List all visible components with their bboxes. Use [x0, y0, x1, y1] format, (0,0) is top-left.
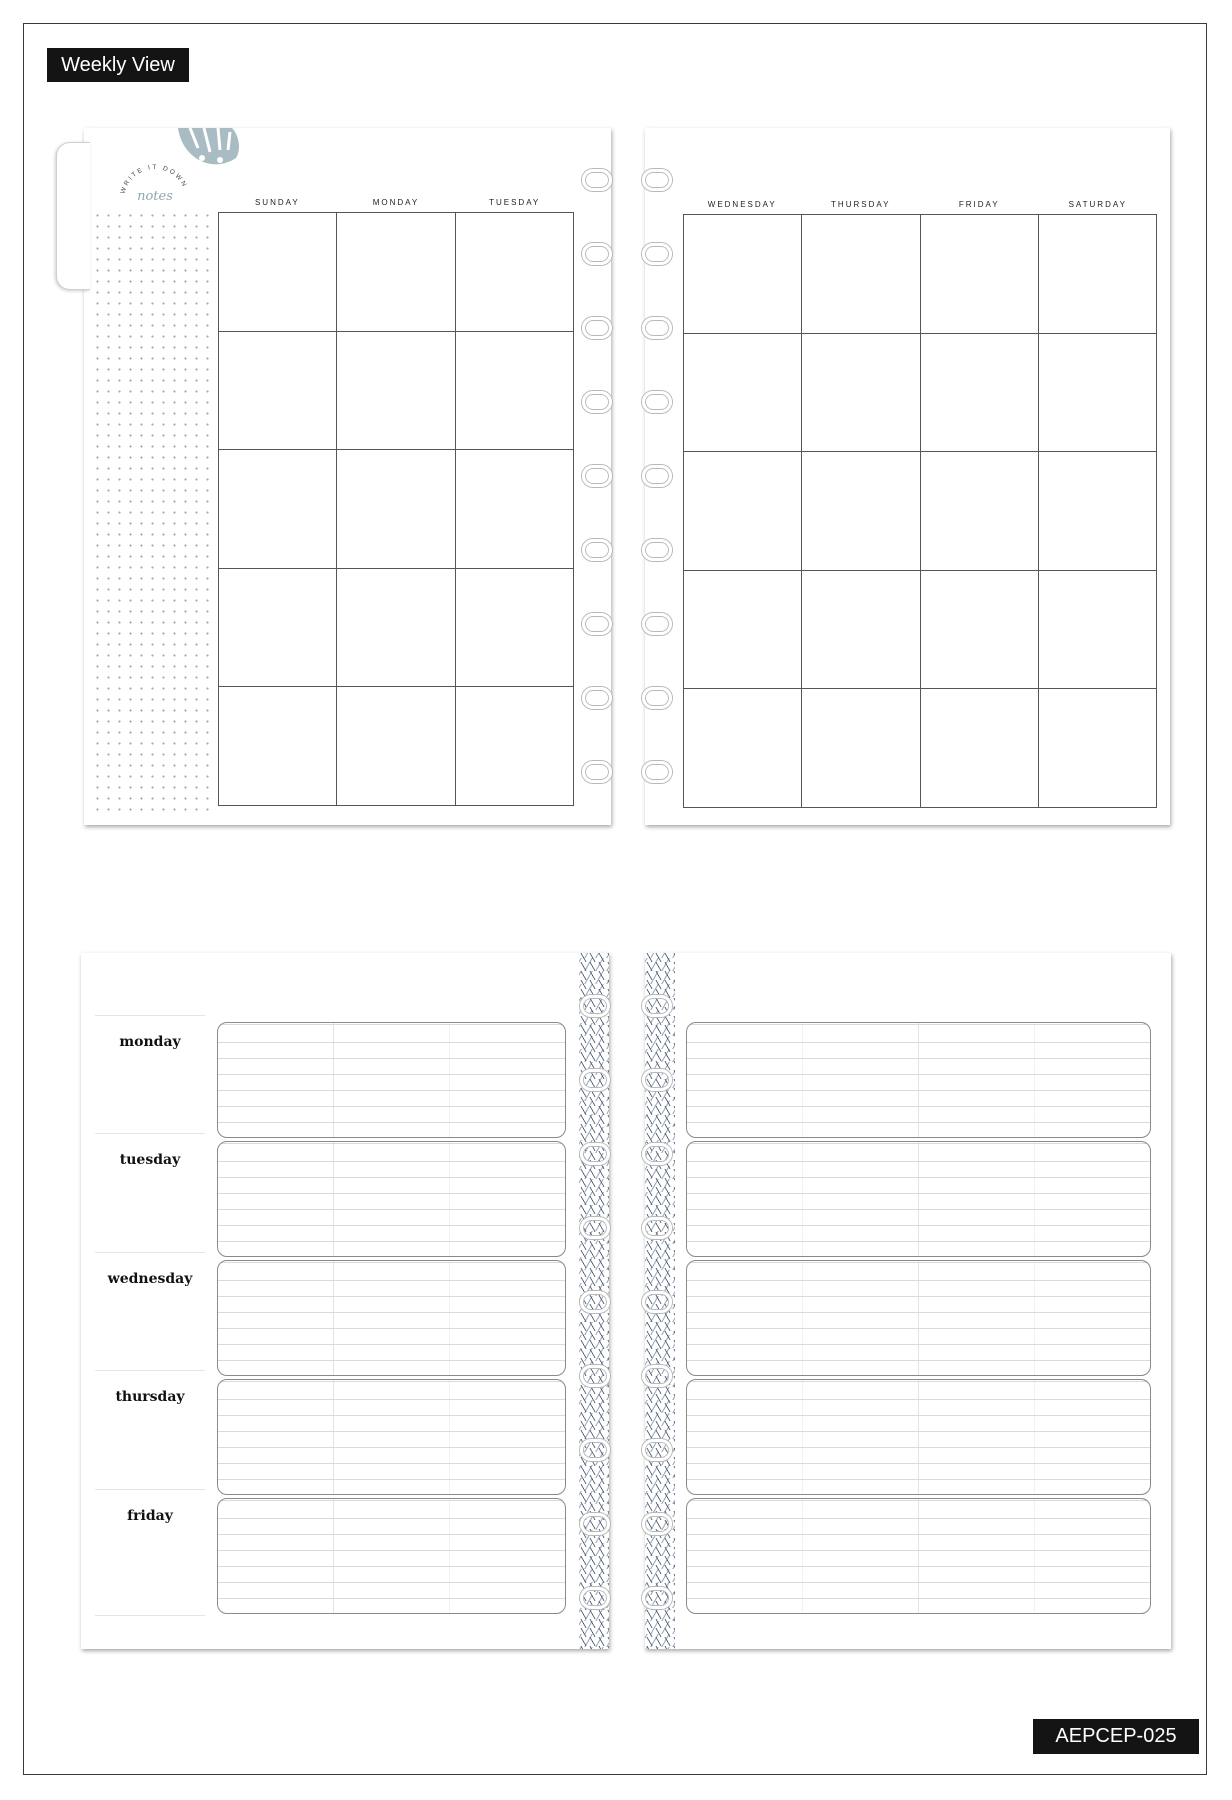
product-code: AEPCEP-025 — [1033, 1719, 1199, 1754]
binder-ring-icon — [582, 761, 612, 783]
badge-arc-text: WRITE IT DOWN — [119, 163, 189, 195]
top-left-planner-page — [84, 128, 611, 825]
binder-ring-icon — [580, 995, 610, 1017]
lined-box-row-5 — [686, 1498, 1151, 1614]
badge-script-text: notes — [137, 189, 173, 204]
calendar-cell — [1039, 571, 1157, 690]
calendar-cell — [921, 571, 1039, 690]
binder-ring-icon — [582, 539, 612, 561]
page-tab — [56, 142, 90, 290]
day-row-friday — [95, 1489, 205, 1615]
binder-ring-icon — [582, 243, 612, 265]
calendar-cell — [219, 213, 337, 332]
write-it-down-notes-badge — [116, 156, 194, 208]
calendar-cell — [337, 332, 455, 451]
binder-ring-icon — [582, 169, 612, 191]
top-right-planner-page — [645, 128, 1170, 825]
day-header-friday: FRIDAY — [958, 200, 1000, 209]
binder-ring-icon — [642, 1365, 672, 1387]
day-row-tuesday — [95, 1133, 205, 1252]
lined-box-friday — [217, 1498, 566, 1614]
calendar-cell — [684, 689, 802, 808]
binder-ring-icon — [580, 1217, 610, 1239]
day-headers — [218, 198, 574, 207]
calendar-cell — [456, 332, 574, 451]
lined-box-row-1 — [686, 1022, 1151, 1138]
binder-ring-icon — [642, 1587, 672, 1609]
calendar-cell — [1039, 215, 1157, 334]
binder-ring-icon — [582, 391, 612, 413]
lined-box-wednesday — [217, 1260, 566, 1376]
binder-ring-icon — [642, 391, 672, 413]
lined-box-row-3 — [686, 1260, 1151, 1376]
binder-ring-icon — [642, 995, 672, 1017]
day-header-sunday: SUNDAY — [254, 198, 300, 207]
day-row-wednesday — [95, 1252, 205, 1370]
calendar-cell — [456, 569, 574, 688]
calendar-cell — [337, 450, 455, 569]
calendar-cell — [684, 215, 802, 334]
bottom-left-planner-page — [81, 953, 609, 1649]
binder-ring-icon — [582, 613, 612, 635]
day-header-saturday: SATURDAY — [1068, 200, 1127, 209]
calendar-cell — [219, 687, 337, 806]
calendar-cell — [684, 571, 802, 690]
binder-ring-icon — [642, 761, 672, 783]
day-header-wednesday: WEDNESDAY — [707, 200, 777, 209]
binder-ring-icon — [642, 465, 672, 487]
binder-ring-icon — [642, 1291, 672, 1313]
calendar-cell — [219, 450, 337, 569]
day-headers — [683, 200, 1157, 209]
calendar-cell — [921, 452, 1039, 571]
day-row-divider — [95, 1615, 205, 1616]
calendar-cell — [1039, 689, 1157, 808]
calendar-cells — [683, 214, 1157, 808]
binder-ring-icon — [642, 1439, 672, 1461]
binder-ring-icon — [582, 687, 612, 709]
binder-ring-icon — [582, 317, 612, 339]
calendar-cell — [337, 213, 455, 332]
lined-box-thursday — [217, 1379, 566, 1495]
calendar-cell — [684, 334, 802, 453]
day-label-monday: monday — [119, 1034, 181, 1050]
lined-box-row-2 — [686, 1141, 1151, 1257]
binder-ring-icon — [580, 1143, 610, 1165]
lined-box-tuesday — [217, 1141, 566, 1257]
calendar-cell — [219, 569, 337, 688]
binder-ring-icon — [580, 1513, 610, 1535]
calendar-cell — [802, 215, 920, 334]
calendar-cell — [802, 689, 920, 808]
binder-ring-icon — [642, 687, 672, 709]
binder-ring-icon — [582, 465, 612, 487]
binder-ring-icon — [642, 1069, 672, 1091]
calendar-cell — [456, 213, 574, 332]
page-title: Weekly View — [47, 48, 189, 82]
top-right-day-grid — [683, 200, 1157, 810]
calendar-cell — [337, 687, 455, 806]
binder-ring-icon — [642, 1513, 672, 1535]
lined-box-row-4 — [686, 1379, 1151, 1495]
day-header-tuesday: TUESDAY — [489, 198, 541, 207]
calendar-cell — [1039, 334, 1157, 453]
calendar-cell — [337, 569, 455, 688]
dot-grid-notes-area — [92, 210, 210, 813]
binder-ring-icon — [642, 539, 672, 561]
calendar-cell — [456, 687, 574, 806]
calendar-cell — [921, 334, 1039, 453]
binder-ring-icon — [642, 613, 672, 635]
day-row-thursday — [95, 1370, 205, 1489]
binder-ring-icon — [580, 1587, 610, 1609]
day-label-tuesday: tuesday — [119, 1152, 181, 1168]
binder-ring-icon — [642, 1143, 672, 1165]
calendar-cell — [802, 334, 920, 453]
calendar-cell — [802, 452, 920, 571]
lined-box-monday — [217, 1022, 566, 1138]
calendar-cell — [456, 450, 574, 569]
binder-ring-icon — [642, 169, 672, 191]
binder-ring-icon — [580, 1069, 610, 1091]
calendar-cell — [219, 332, 337, 451]
day-label-friday: friday — [127, 1508, 173, 1524]
calendar-cell — [921, 215, 1039, 334]
calendar-cell — [684, 452, 802, 571]
day-row-monday — [95, 1015, 205, 1133]
day-label-thursday: thursday — [115, 1389, 185, 1405]
day-label-wednesday: wednesday — [107, 1271, 193, 1287]
bottom-right-planner-page — [645, 953, 1171, 1649]
binder-ring-icon — [642, 1217, 672, 1239]
binder-ring-icon — [580, 1291, 610, 1313]
binder-ring-icon — [580, 1365, 610, 1387]
calendar-cell — [1039, 452, 1157, 571]
top-left-day-grid — [218, 198, 574, 808]
calendar-cell — [802, 571, 920, 690]
binder-ring-icon — [642, 317, 672, 339]
day-header-thursday: THURSDAY — [831, 200, 891, 209]
binder-ring-icon — [642, 243, 672, 265]
binder-ring-icon — [580, 1439, 610, 1461]
day-header-monday: MONDAY — [372, 198, 420, 207]
calendar-cell — [921, 689, 1039, 808]
calendar-cells — [218, 212, 574, 806]
